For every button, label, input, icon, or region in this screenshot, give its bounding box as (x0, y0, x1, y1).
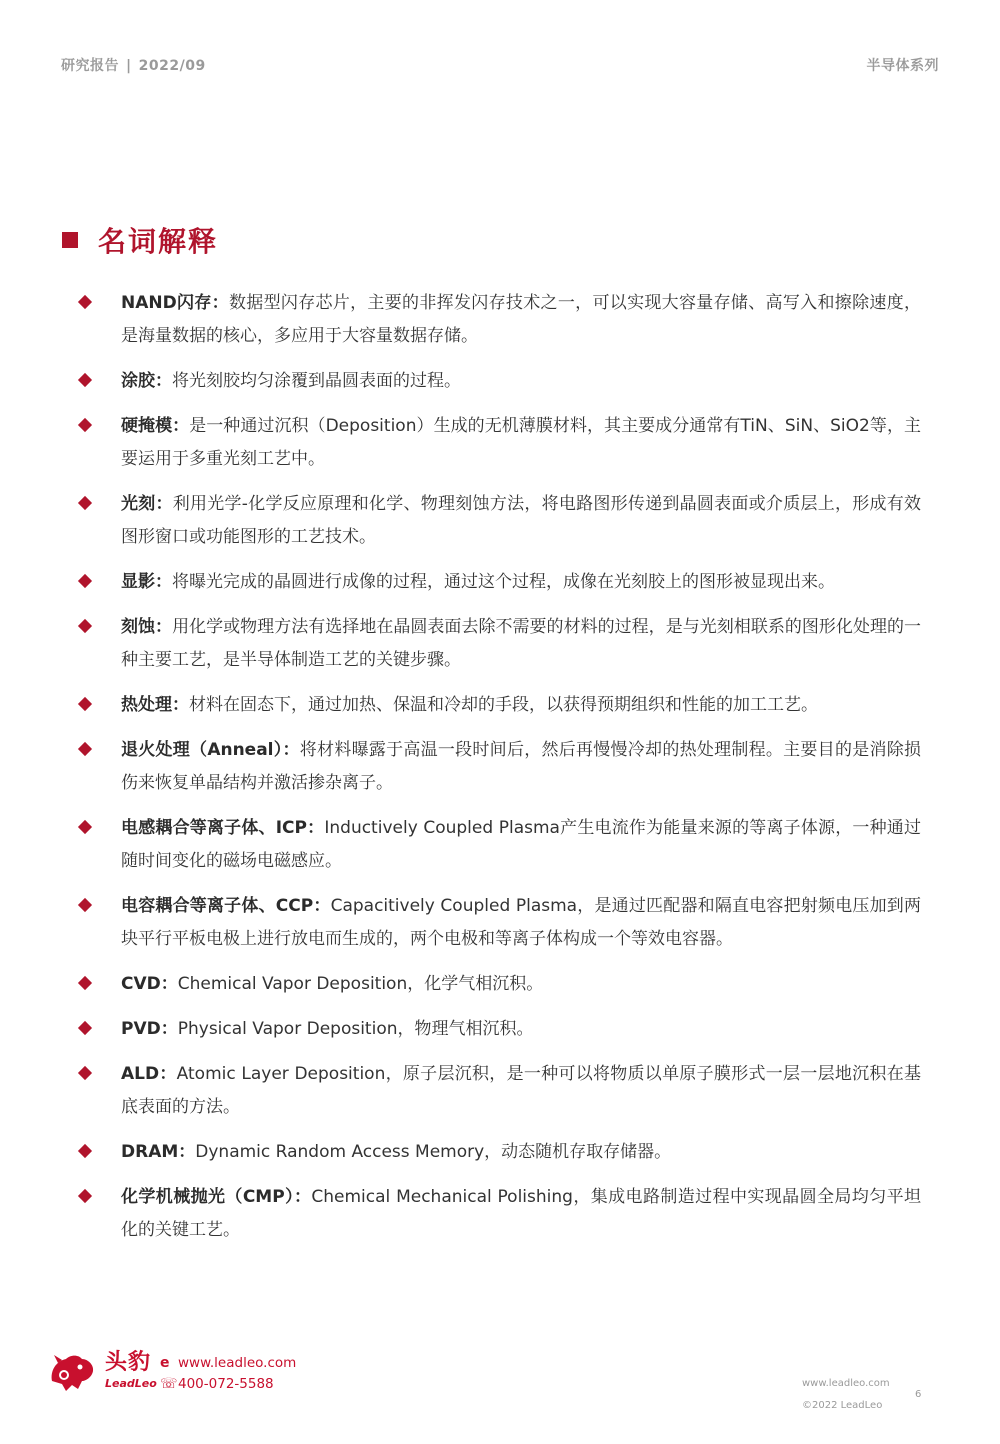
square-marker-icon (62, 232, 78, 248)
glossary-term: 化学机械抛光（CMP）： (121, 1187, 312, 1207)
diamond-bullet-icon (78, 1189, 92, 1203)
glossary-desc: 将材料曝露于高温一段时间后，然后再慢慢冷却的热处理制程。主要目的是消除损伤来恢复单晶结构并激活掺杂离子。 (121, 740, 921, 793)
glossary-desc: Inductively Coupled Plasma产生电流作为能量来源的等离子体源，一种通过随时间变化的磁场电磁感应。 (121, 818, 921, 871)
glossary-item (78, 689, 921, 722)
website-link[interactable]: www.leadleo.com (178, 1355, 297, 1371)
glossary-item (78, 566, 921, 599)
footer-url[interactable]: www.leadleo.com (802, 1378, 890, 1389)
leopard-logo-icon (48, 1351, 96, 1393)
diamond-bullet-icon (78, 697, 92, 711)
diamond-bullet-icon (78, 418, 92, 432)
glossary-term: ALD： (121, 1064, 177, 1084)
glossary-term: CVD： (121, 974, 178, 994)
diamond-bullet-icon (78, 496, 92, 510)
header-separator: | (126, 58, 132, 74)
glossary-desc: 将曝光完成的晶圆进行成像的过程，通过这个过程，成像在光刻胶上的图形被显现出来。 (172, 572, 835, 592)
website-row (160, 1353, 296, 1374)
glossary-term: 电容耦合等离子体、CCP： (121, 896, 331, 916)
diamond-bullet-icon (78, 295, 92, 309)
diamond-bullet-icon (78, 373, 92, 387)
diamond-bullet-icon (78, 976, 92, 990)
page-number: 6 (915, 1389, 922, 1400)
section-heading (62, 222, 218, 258)
glossary-term: DRAM： (121, 1142, 196, 1162)
diamond-bullet-icon (78, 1066, 92, 1080)
diamond-bullet-icon (78, 820, 92, 834)
web-e-icon: e (160, 1355, 170, 1371)
glossary-term: 热处理： (121, 695, 189, 715)
glossary-item (78, 488, 921, 554)
glossary-term: 光刻： (121, 494, 173, 514)
glossary-desc: 用化学或物理方法有选择地在晶圆表面去除不需要的材料的过程，是与光刻相联系的图形化处理的一种主要工艺，是半导体制造工艺的关键步骤。 (121, 617, 922, 670)
glossary-item (78, 968, 921, 1001)
glossary-item (78, 1058, 921, 1124)
glossary-term: NAND闪存： (121, 293, 229, 313)
diamond-bullet-icon (78, 742, 92, 756)
glossary-item (78, 365, 921, 398)
glossary-term: PVD： (121, 1019, 178, 1039)
glossary-item (78, 734, 921, 800)
phone-number: 400-072-5588 (178, 1376, 274, 1392)
glossary-term: 硬掩模： (121, 416, 190, 436)
brand-name-en: LeadLeo (105, 1377, 157, 1390)
glossary-term: 显影： (121, 572, 172, 592)
glossary-list (78, 287, 921, 1247)
report-header-left (61, 55, 206, 75)
glossary-item (78, 611, 921, 677)
glossary-desc: 数据型闪存芯片，主要的非挥发闪存技术之一，可以实现大容量存储、高写入和擦除速度，是海量数据的核心，多应用于大容量数据存储。 (121, 293, 921, 346)
diamond-bullet-icon (78, 1144, 92, 1158)
glossary-desc: Chemical Vapor Deposition，化学气相沉积。 (177, 974, 544, 994)
phone-row (160, 1374, 296, 1395)
glossary-desc: Capacitively Coupled Plasma，是通过匹配器和隔直电容把射频电压加到两块平行平板电极上进行放电而生成的，两个电极和等离子体构成一个等效电容器。 (121, 896, 921, 949)
glossary-desc: 将光刻胶均匀涂覆到晶圆表面的过程。 (172, 371, 461, 391)
glossary-item (78, 1136, 921, 1169)
glossary-desc: Physical Vapor Deposition，物理气相沉积。 (177, 1019, 534, 1039)
footer-copyright: ©2022 LeadLeo (802, 1400, 883, 1411)
glossary-item (78, 1181, 921, 1247)
glossary-desc: 材料在固态下，通过加热、保温和冷却的手段，以获得预期组织和性能的加工工艺。 (189, 695, 818, 715)
diamond-bullet-icon (78, 574, 92, 588)
diamond-bullet-icon (78, 898, 92, 912)
glossary-item (78, 812, 921, 878)
brand-block (105, 1351, 157, 1391)
glossary-term: 电感耦合等离子体、ICP： (121, 818, 325, 838)
glossary-term: 涂胶： (121, 371, 172, 391)
glossary-term: 刻蚀： (121, 617, 173, 637)
section-title: 名词解释 (98, 225, 219, 258)
glossary-item (78, 287, 921, 353)
glossary-term: 退火处理（Anneal）： (121, 740, 300, 760)
brand-name-cn: 头豹 (105, 1350, 152, 1375)
report-series: 半导体系列 (866, 58, 939, 74)
glossary-item (78, 410, 921, 476)
contact-block (160, 1353, 296, 1395)
glossary-desc: Dynamic Random Access Memory，动态随机存取存储器。 (195, 1142, 672, 1162)
glossary-item (78, 1013, 921, 1046)
glossary-desc: 利用光学-化学反应原理和化学、物理刻蚀方法，将电路图形传递到晶圆表面或介质层上，形成有效图形窗口或功能图形的工艺技术。 (121, 494, 921, 547)
glossary-desc: 是一种通过沉积（Deposition）生成的无机薄膜材料，其主要成分通常有TiN、SiN、SiO2等，主要运用于多重光刻工艺中。 (121, 416, 921, 469)
glossary-desc: Atomic Layer Deposition，原子层沉积，是一种可以将物质以单原子膜形式一层一层地沉积在基底表面的方法。 (121, 1064, 921, 1117)
diamond-bullet-icon (78, 1021, 92, 1035)
phone-icon: ☏ (160, 1376, 178, 1392)
glossary-desc: Chemical Mechanical Polishing，集成电路制造过程中实现晶圆全局均匀平坦化的关键工艺。 (121, 1187, 921, 1240)
glossary-item (78, 890, 921, 956)
report-type: 研究报告 (61, 58, 119, 74)
report-date: 2022/09 (138, 58, 206, 74)
diamond-bullet-icon (78, 619, 92, 633)
